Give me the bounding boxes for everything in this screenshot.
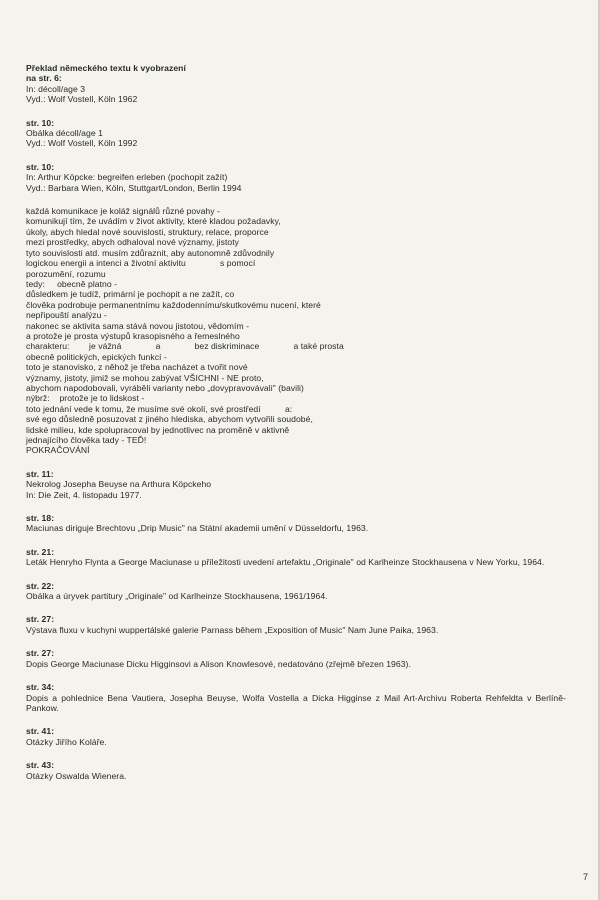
entry-section: [26, 547, 566, 568]
body-line: jednajícího člověka tady - TEĎ!: [26, 435, 147, 445]
body-line: člověka podrobuje permanentnímu každodennímu/skutkovému nucení, které: [26, 299, 321, 310]
entry-section: [26, 162, 566, 193]
text-line: Nekrolog Josepha Beuyse na Arthura Köpckeho: [26, 479, 212, 490]
page-ref-label: str. 21:: [26, 546, 55, 557]
entry-section: [26, 118, 566, 149]
body-line: své ego důsledně posuzovat z jiného hlediska, abychom vytvořili soudobé,: [26, 414, 313, 425]
page-ref-label: str. 43:: [26, 760, 55, 771]
page-ref-label: str. 22:: [26, 580, 55, 591]
entry-section: [26, 726, 566, 747]
body-line: lidské milieu, kde spolupracoval by jednotlivec na proměně v aktivně: [26, 424, 290, 435]
entry-section: [26, 648, 566, 669]
body-line: abychom napodobovali, vyráběli varianty nebo „dovypravovávali" (bavili): [26, 382, 304, 393]
body-line: mezi prostředky, abych odhaloval nové významy, jistoty: [26, 237, 240, 248]
entry-text: Leták Henryho Flynta a George Maciunase u příležitosti uvedení artefaktu „Originale" od Karlheinze Stockhausena v New Yorku, 1964.: [26, 557, 545, 568]
page-ref-label: str. 10:: [26, 161, 55, 172]
text-line: In: décoll/age 3: [26, 83, 86, 94]
body-line: nepřipouští analýzu -: [26, 310, 107, 321]
text-line: In: Die Zeit, 4. listopadu 1977.: [26, 489, 142, 500]
text-line: Vyd.: Barbara Wien, Köln, Stuttgart/London, Berlin 1994: [26, 182, 242, 193]
entry-section: [26, 614, 566, 635]
heading-line: na str. 6:: [26, 73, 62, 84]
entry-text: Obálka a úryvek partitury „Originale" od Karlheinze Stockhausena, 1961/1964.: [26, 591, 328, 602]
heading-line: Překlad německého textu k vyobrazení: [26, 63, 186, 73]
body-line: nakonec se aktivita sama stává novou jistotou, vědomím -: [26, 320, 250, 331]
body-line: důsledkem je tudíž, primární je pochopit a ne zažít, co: [26, 289, 235, 300]
page-ref-label: str. 10:: [26, 117, 55, 128]
page-ref-label: str. 34:: [26, 682, 55, 693]
body-line: komunikují tím, že uvádím v život aktivity, které kladou požadavky,: [26, 216, 281, 227]
body-line: obecně politických, epických funkcí -: [26, 351, 167, 362]
body-line: toto jednání vede k tomu, že musíme své okolí, své prostředí a:: [26, 403, 293, 414]
body-line: a protože je prosta výstupů krasopisného a řemeslného: [26, 330, 240, 341]
body-line: tyto souvislosti atd. musím zdůraznit, aby autonomně zdůvodnily: [26, 247, 275, 258]
page-number: 7: [582, 872, 588, 882]
document-content: [26, 63, 566, 794]
body-line: toto je stanovisko, z něhož je třeba nacházet a tvořit nové: [26, 362, 248, 373]
text-line: Vyd.: Wolf Vostell, Köln 1992: [26, 138, 138, 149]
entry-section: [26, 513, 566, 534]
body-line: porozumění, rozumu: [26, 268, 106, 279]
body-line: tedy: obecně platno -: [26, 278, 118, 289]
entry-text: Výstava fluxu v kuchyni wuppertálské galerie Parnass během „Exposition of Music" Nam June Paika, 1963.: [26, 624, 439, 635]
entry-section: [26, 760, 566, 781]
body-line: POKRAČOVÁNÍ: [26, 445, 90, 456]
text-line: Vyd.: Wolf Vostell, Köln 1962: [26, 94, 138, 105]
entry-text: Dopis a pohlednice Bena Vautiera, Josepha Beuyse, Wolfa Vostella a Dicka Higginse z Mail Art-Archivu Roberta Rehfeldta v Berlíně-Pankow.: [26, 692, 566, 713]
page-ref-label: str. 11:: [26, 468, 54, 479]
body-line: každá komunikace je koláž signálů různé povahy -: [26, 206, 220, 217]
page-ref-label: str. 27:: [26, 614, 55, 625]
text-line: Obálka décoll/age 1: [26, 128, 103, 139]
entry-section: [26, 682, 566, 713]
text-line: In: Arthur Köpcke: begreifen erleben (pochopit zažít): [26, 172, 228, 183]
body-line: významy, jistoty, jimiž se mohou zabývat VŠICHNI - NE proto,: [26, 372, 264, 383]
entry-text: Dopis George Maciunase Dicku Higginsovi a Alison Knowlesové, nedatováno (zřejmě březen 1963).: [26, 658, 411, 669]
intro-section: [26, 63, 566, 105]
body-line: logickou energii a intenci a životní aktivitu s pomocí: [26, 258, 256, 269]
page-ref-label: str. 18:: [26, 513, 55, 524]
entry-section: [26, 581, 566, 602]
body-line: úkoly, abych hledal nové souvislosti, struktury, relace, proporce: [26, 226, 269, 237]
page-ref-label: str. 27:: [26, 648, 55, 659]
entry-text: Otázky Oswalda Wienera.: [26, 770, 127, 781]
entry-text: Maciunas diriguje Brechtovu „Drip Music" na Státní akademii umění v Düsseldorfu, 1963.: [26, 523, 369, 534]
page-ref-label: str. 41:: [26, 726, 55, 737]
entry-section: [26, 469, 566, 500]
body-line: charakteru: je vážná a bez diskriminace a také prosta: [26, 341, 344, 352]
entry-text: Otázky Jiřího Kolářе.: [26, 736, 107, 747]
translated-text-block: [26, 206, 566, 456]
body-line: nýbrž: protože je to lidskost -: [26, 393, 145, 404]
